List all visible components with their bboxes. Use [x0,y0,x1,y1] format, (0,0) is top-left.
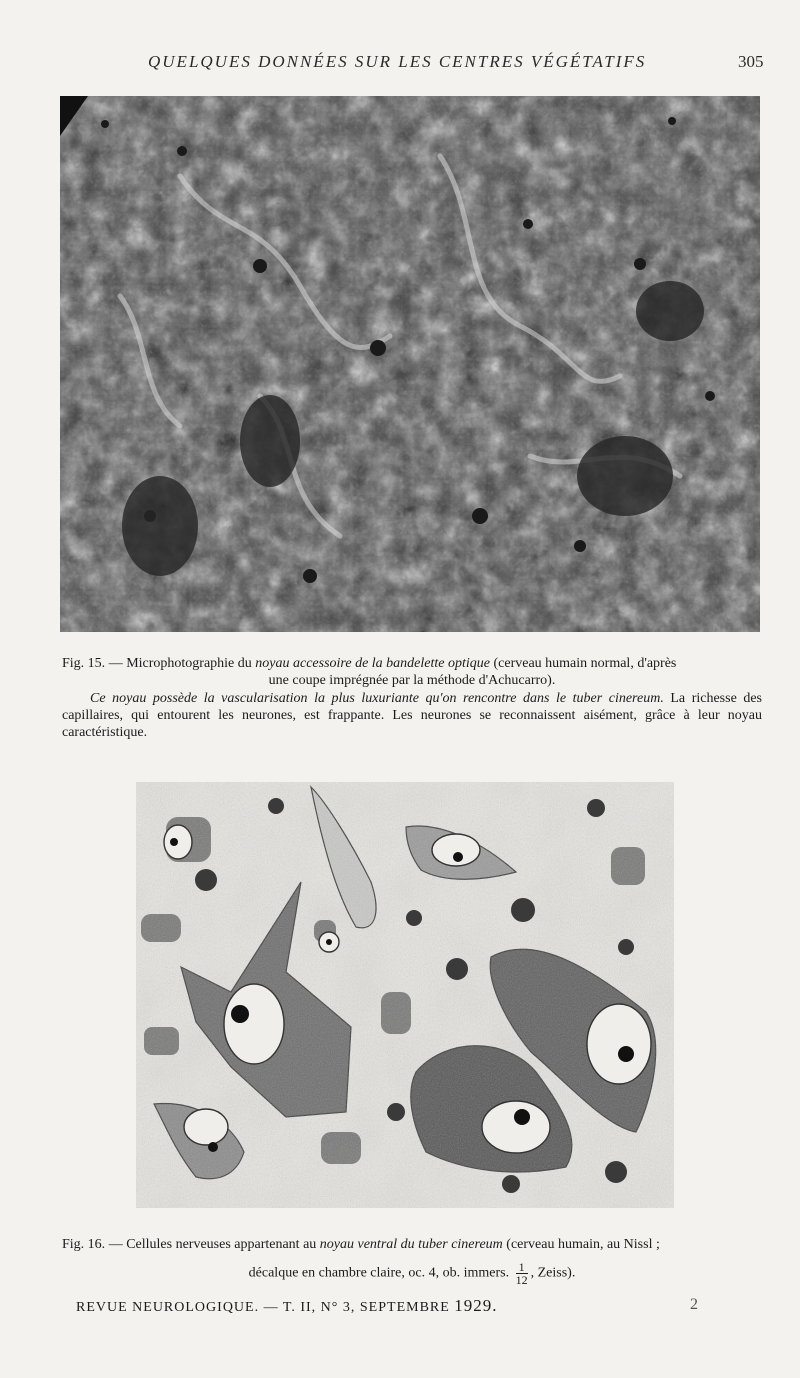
caption-text: décalque en chambre claire, oc. 4, ob. immers. [248,1265,510,1281]
objective-fraction [516,1261,528,1286]
fraction-numerator: 1 [516,1261,528,1274]
figure-16-label: Fig. 16. [62,1237,106,1252]
microphotograph-image [60,96,760,632]
journal-name: REVUE NEUROLOGIQUE. [76,1300,260,1315]
caption-text: Cellules nerveuses appartenant au [126,1237,317,1252]
running-title: QUELQUES DONNÉES SUR LES CENTRES VÉGÉTATIFS [148,52,647,71]
signature-mark: 2 [690,1296,698,1313]
page-number: 305 [738,52,764,71]
journal-issue: T. II, N° 3, SEPTEMBRE [282,1300,450,1315]
caption-text: (cerveau humain, au Nissl ; [506,1237,660,1252]
figure-15-label: Fig. 15. [62,656,106,671]
caption-dash: — [108,1237,123,1252]
figure-15-microphotograph [60,96,760,632]
caption-text: (cerveau humain normal, d'après [493,656,677,671]
caption-italic-text: Ce noyau possède la vascularisation la plus luxuriante qu'on rencontre dans le tuber cinereum. [90,691,664,706]
caption-italic-text: noyau accessoire de la bandelette optique [255,656,490,671]
figure-16-caption [62,1236,762,1286]
caption-text: une coupe imprégnée par la méthode d'Achucarro). [268,673,556,688]
figure-15-caption [62,655,762,741]
caption-dash: — [108,656,123,671]
journal-year: 1929. [454,1296,498,1315]
nerve-cells-drawing [136,782,674,1208]
figure-16-drawing [136,782,674,1208]
caption-text: Microphotographie du [126,656,252,671]
caption-italic-text: noyau ventral du tuber cinereum [319,1237,503,1252]
fraction-denominator: 12 [515,1273,528,1287]
caption-text: La richesse des capillaires, qui entourent les neurones, est frappante. Les neurones se reconnaissent aisément, grâce à leur noyau caractéristique. [62,691,762,740]
footer-dash: — [263,1300,279,1315]
journal-footer [76,1296,498,1316]
caption-text: , Zeiss). [530,1265,576,1281]
